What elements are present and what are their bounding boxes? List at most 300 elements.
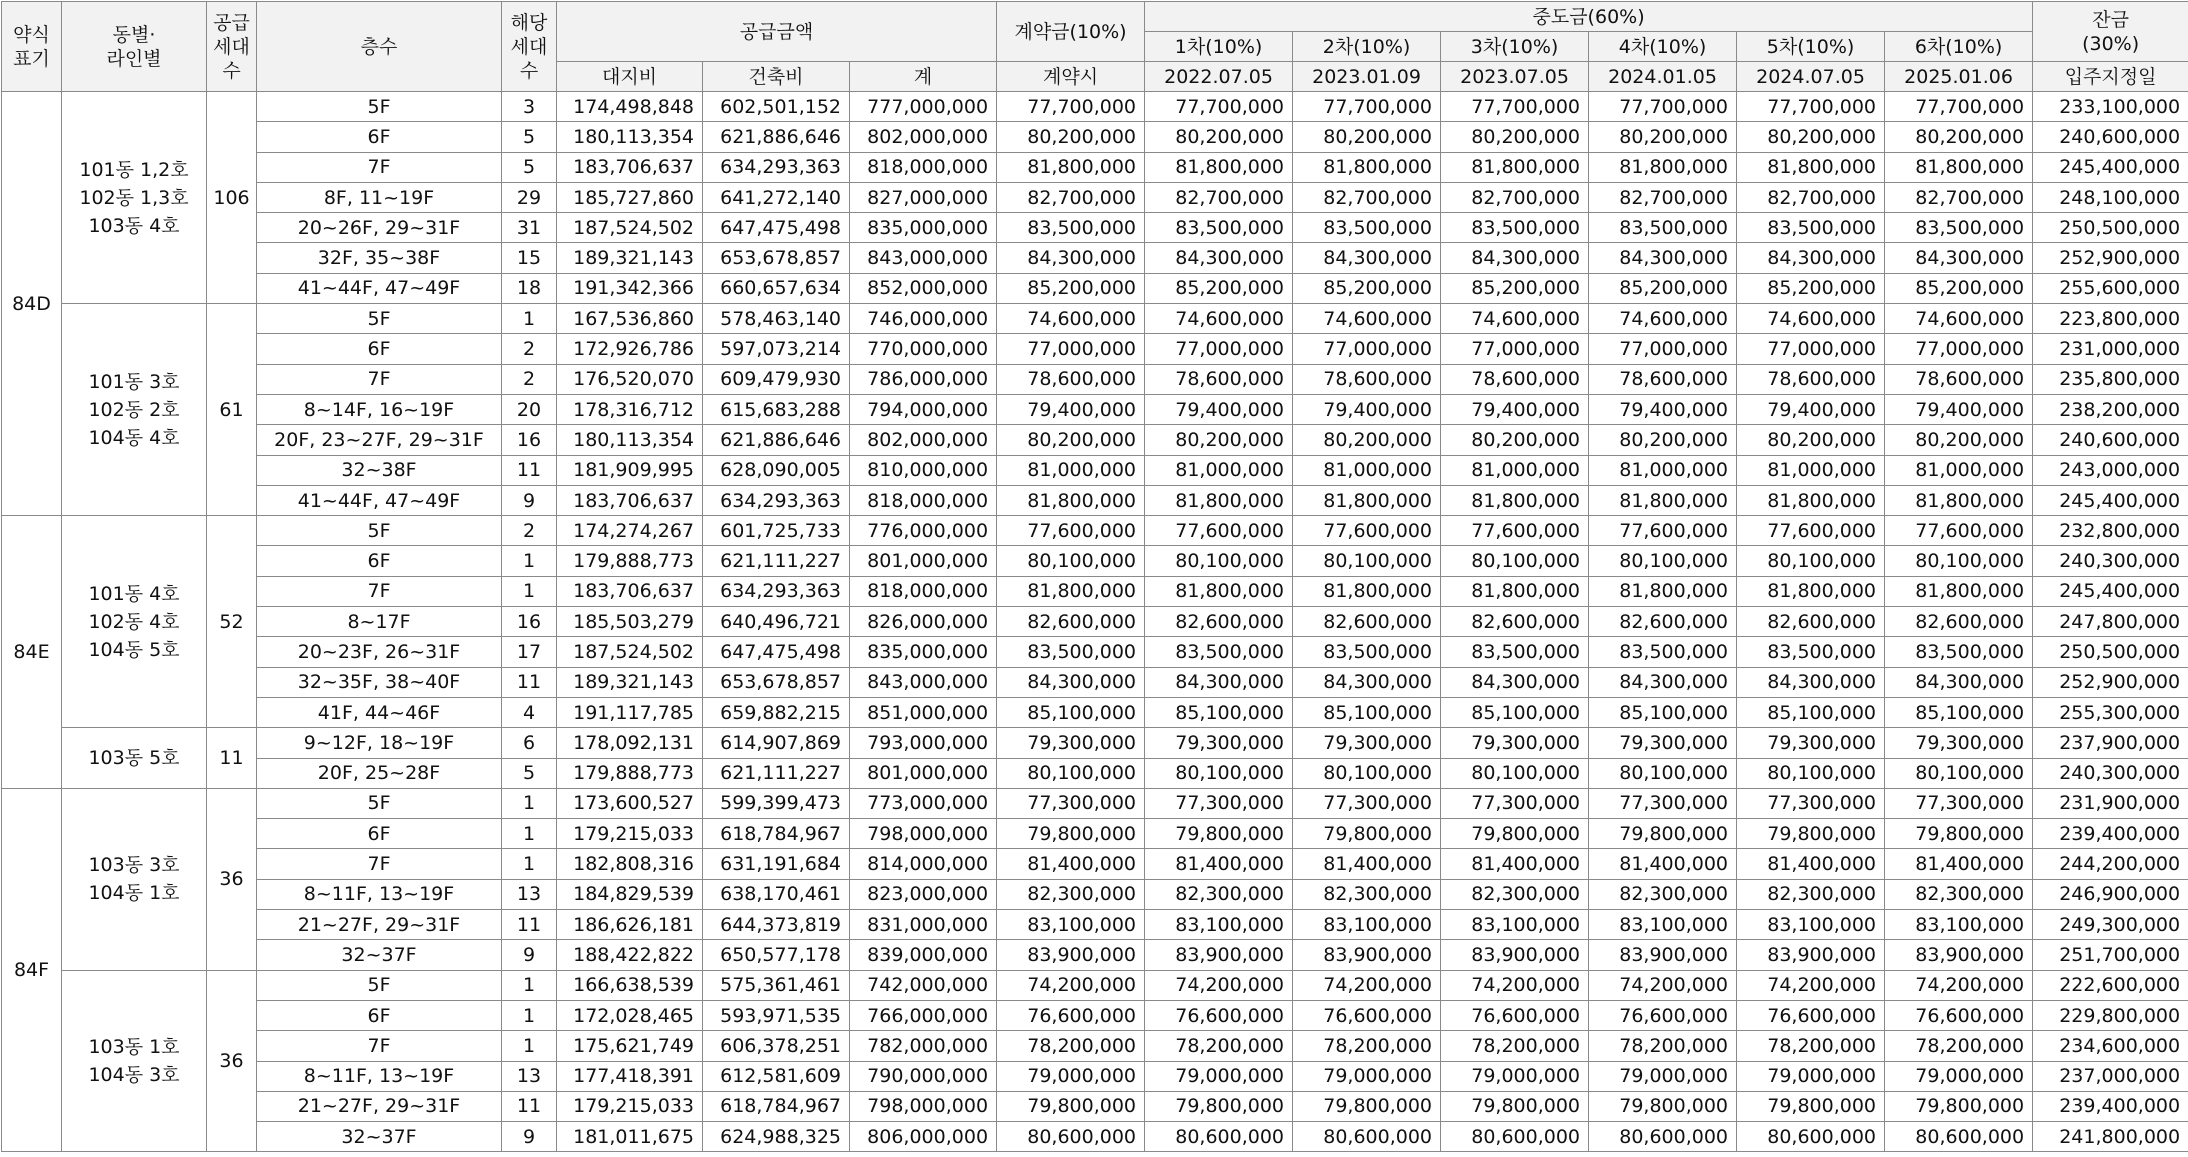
units-cell: 16 [502,425,557,455]
building-cell: 575,361,461 [703,970,850,1000]
interim-cell: 79,000,000 [1441,1061,1589,1091]
contract-cell: 83,900,000 [997,940,1145,970]
units-cell: 1 [502,546,557,576]
interim-cell: 82,600,000 [1737,607,1885,637]
contract-cell: 76,600,000 [997,1000,1145,1030]
contract-cell: 80,100,000 [997,546,1145,576]
floor-cell: 5F [257,516,502,546]
building-cell: 653,678,857 [703,667,850,697]
floor-cell: 7F [257,849,502,879]
floor-cell: 21~27F, 29~31F [257,1091,502,1121]
units-cell: 16 [502,607,557,637]
interim-cell: 85,200,000 [1885,273,2033,303]
land-cell: 177,418,391 [557,1061,703,1091]
building-cell: 621,111,227 [703,546,850,576]
balance-cell: 223,800,000 [2033,304,2188,334]
interim-cell: 82,300,000 [1589,879,1737,909]
total-cell: 835,000,000 [850,213,997,243]
total-cell: 839,000,000 [850,940,997,970]
interim-cell: 80,100,000 [1589,546,1737,576]
total-cell: 835,000,000 [850,637,997,667]
table-row [2,243,2188,273]
balance-cell: 247,800,000 [2033,607,2188,637]
building-cell: 606,378,251 [703,1031,850,1061]
building-cell: 631,191,684 [703,849,850,879]
interim-cell: 84,300,000 [1589,243,1737,273]
units-cell: 11 [502,910,557,940]
contract-cell: 74,600,000 [997,304,1145,334]
interim-cell: 79,300,000 [1293,728,1441,758]
land-cell: 167,536,860 [557,304,703,334]
dong-line-cell: 101동 1,2호 102동 1,3호 103동 4호 [62,92,207,304]
building-cell: 634,293,363 [703,576,850,606]
type-abbr-cell: 84D [2,92,62,516]
interim-cell: 79,000,000 [1145,1061,1293,1091]
land-cell: 180,113,354 [557,122,703,152]
interim-cell: 80,200,000 [1293,425,1441,455]
interim-cell: 84,300,000 [1737,667,1885,697]
type-abbr-cell: 84E [2,516,62,789]
interim-cell: 77,600,000 [1145,516,1293,546]
interim-cell: 82,600,000 [1293,607,1441,637]
floor-cell: 6F [257,819,502,849]
contract-cell: 78,600,000 [997,364,1145,394]
balance-cell: 255,600,000 [2033,273,2188,303]
balance-cell: 255,300,000 [2033,697,2188,727]
dong-line-cell: 103동 1호 104동 3호 [62,970,207,1152]
total-cell: 823,000,000 [850,879,997,909]
interim-cell: 77,600,000 [1589,516,1737,546]
interim-cell: 80,200,000 [1293,122,1441,152]
floor-cell: 41F, 44~46F [257,697,502,727]
interim-cell: 81,400,000 [1737,849,1885,879]
land-cell: 191,117,785 [557,697,703,727]
interim-cell: 79,800,000 [1885,819,2033,849]
balance-cell: 229,800,000 [2033,1000,2188,1030]
interim-cell: 80,100,000 [1885,546,2033,576]
floor-cell: 5F [257,788,502,818]
interim-cell: 82,700,000 [1293,182,1441,212]
interim-cell: 81,400,000 [1885,849,2033,879]
balance-cell: 251,700,000 [2033,940,2188,970]
interim-cell: 78,200,000 [1885,1031,2033,1061]
contract-cell: 81,000,000 [997,455,1145,485]
units-cell: 29 [502,182,557,212]
interim-cell: 83,500,000 [1145,213,1293,243]
interim-cell: 79,800,000 [1145,1091,1293,1121]
balance-cell: 233,100,000 [2033,92,2188,122]
supply-units-cell: 61 [207,304,257,516]
land-cell: 179,215,033 [557,819,703,849]
building-cell: 618,784,967 [703,819,850,849]
interim-cell: 82,300,000 [1885,879,2033,909]
interim-cell: 85,100,000 [1441,697,1589,727]
interim-cell: 81,400,000 [1589,849,1737,879]
interim-cell: 85,200,000 [1737,273,1885,303]
building-cell: 618,784,967 [703,1091,850,1121]
interim-cell: 83,100,000 [1441,910,1589,940]
interim-cell: 82,600,000 [1441,607,1589,637]
balance-cell: 250,500,000 [2033,213,2188,243]
total-cell: 831,000,000 [850,910,997,940]
units-cell: 5 [502,758,557,788]
interim-cell: 74,200,000 [1293,970,1441,1000]
header-installment-date: 2022.07.05 [1145,62,1293,92]
floor-cell: 21~27F, 29~31F [257,910,502,940]
interim-cell: 79,000,000 [1589,1061,1737,1091]
building-cell: 597,073,214 [703,334,850,364]
total-cell: 782,000,000 [850,1031,997,1061]
units-cell: 2 [502,364,557,394]
contract-cell: 80,600,000 [997,1122,1145,1152]
units-cell: 1 [502,576,557,606]
land-cell: 181,011,675 [557,1122,703,1152]
total-cell: 794,000,000 [850,394,997,424]
total-cell: 843,000,000 [850,667,997,697]
interim-cell: 84,300,000 [1885,243,2033,273]
interim-cell: 74,600,000 [1589,304,1737,334]
balance-cell: 243,000,000 [2033,455,2188,485]
header-building: 건축비 [703,62,850,92]
interim-cell: 81,000,000 [1145,455,1293,485]
interim-cell: 79,400,000 [1737,394,1885,424]
interim-cell: 81,000,000 [1441,455,1589,485]
interim-cell: 77,700,000 [1589,92,1737,122]
building-cell: 641,272,140 [703,182,850,212]
interim-cell: 81,800,000 [1145,485,1293,515]
interim-cell: 84,300,000 [1441,243,1589,273]
total-cell: 770,000,000 [850,334,997,364]
interim-cell: 76,600,000 [1737,1000,1885,1030]
header-installment-label: 4차(10%) [1589,32,1737,62]
floor-cell: 8~11F, 13~19F [257,1061,502,1091]
total-cell: 802,000,000 [850,425,997,455]
interim-cell: 81,800,000 [1293,576,1441,606]
table-row [2,213,2188,243]
balance-cell: 222,600,000 [2033,970,2188,1000]
interim-cell: 77,300,000 [1589,788,1737,818]
units-cell: 11 [502,1091,557,1121]
balance-cell: 231,000,000 [2033,334,2188,364]
land-cell: 174,498,848 [557,92,703,122]
building-cell: 660,657,634 [703,273,850,303]
interim-cell: 83,100,000 [1885,910,2033,940]
land-cell: 186,626,181 [557,910,703,940]
floor-cell: 6F [257,122,502,152]
interim-cell: 82,700,000 [1589,182,1737,212]
floor-cell: 5F [257,970,502,1000]
total-cell: 746,000,000 [850,304,997,334]
table-row [2,122,2188,152]
interim-cell: 83,500,000 [1737,213,1885,243]
header-contract-time: 계약시 [997,62,1145,92]
units-cell: 20 [502,394,557,424]
building-cell: 624,988,325 [703,1122,850,1152]
building-cell: 634,293,363 [703,485,850,515]
contract-cell: 84,300,000 [997,243,1145,273]
building-cell: 609,479,930 [703,364,850,394]
units-cell: 2 [502,516,557,546]
table-row [2,1000,2188,1030]
floor-cell: 7F [257,364,502,394]
header-installment-label: 6차(10%) [1885,32,2033,62]
interim-cell: 79,800,000 [1589,819,1737,849]
land-cell: 172,926,786 [557,334,703,364]
total-cell: 790,000,000 [850,1061,997,1091]
interim-cell: 83,100,000 [1293,910,1441,940]
interim-cell: 77,300,000 [1885,788,2033,818]
contract-cell: 81,400,000 [997,849,1145,879]
interim-cell: 85,100,000 [1885,697,2033,727]
interim-cell: 83,500,000 [1885,213,2033,243]
header-supply-units: 공급 세대 수 [207,2,257,92]
units-cell: 9 [502,1122,557,1152]
interim-cell: 78,200,000 [1737,1031,1885,1061]
floor-cell: 7F [257,1031,502,1061]
units-cell: 1 [502,819,557,849]
interim-cell: 77,600,000 [1441,516,1589,546]
contract-cell: 79,400,000 [997,394,1145,424]
floor-cell: 8~17F [257,607,502,637]
interim-cell: 78,600,000 [1293,364,1441,394]
contract-cell: 79,800,000 [997,1091,1145,1121]
balance-cell: 252,900,000 [2033,243,2188,273]
interim-cell: 79,300,000 [1145,728,1293,758]
contract-cell: 85,200,000 [997,273,1145,303]
land-cell: 179,888,773 [557,546,703,576]
interim-cell: 77,700,000 [1885,92,2033,122]
floor-cell: 20F, 25~28F [257,758,502,788]
units-cell: 2 [502,334,557,364]
interim-cell: 82,700,000 [1145,182,1293,212]
land-cell: 183,706,637 [557,485,703,515]
table-row [2,728,2188,758]
land-cell: 191,342,366 [557,273,703,303]
contract-cell: 77,300,000 [997,788,1145,818]
header-total: 계 [850,62,997,92]
interim-cell: 79,300,000 [1737,728,1885,758]
units-cell: 1 [502,304,557,334]
table-row [2,1091,2188,1121]
interim-cell: 80,600,000 [1885,1122,2033,1152]
interim-cell: 76,600,000 [1885,1000,2033,1030]
contract-cell: 79,000,000 [997,1061,1145,1091]
land-cell: 189,321,143 [557,243,703,273]
contract-cell: 80,100,000 [997,758,1145,788]
interim-cell: 82,600,000 [1145,607,1293,637]
floor-cell: 20~26F, 29~31F [257,213,502,243]
land-cell: 180,113,354 [557,425,703,455]
balance-cell: 231,900,000 [2033,788,2188,818]
total-cell: 843,000,000 [850,243,997,273]
building-cell: 593,971,535 [703,1000,850,1030]
contract-cell: 83,500,000 [997,213,1145,243]
balance-cell: 245,400,000 [2033,576,2188,606]
interim-cell: 78,200,000 [1145,1031,1293,1061]
interim-cell: 80,600,000 [1441,1122,1589,1152]
table-row [2,394,2188,424]
floor-cell: 32F, 35~38F [257,243,502,273]
interim-cell: 80,200,000 [1589,425,1737,455]
interim-cell: 79,300,000 [1589,728,1737,758]
total-cell: 793,000,000 [850,728,997,758]
units-cell: 1 [502,1031,557,1061]
land-cell: 179,888,773 [557,758,703,788]
total-cell: 826,000,000 [850,607,997,637]
table-row [2,970,2188,1000]
balance-cell: 252,900,000 [2033,667,2188,697]
floor-cell: 5F [257,304,502,334]
interim-cell: 77,600,000 [1737,516,1885,546]
header-floor: 층수 [257,2,502,92]
interim-cell: 81,800,000 [1737,576,1885,606]
total-cell: 806,000,000 [850,1122,997,1152]
interim-cell: 84,300,000 [1293,667,1441,697]
building-cell: 647,475,498 [703,637,850,667]
price-table [1,1,2188,1152]
table-body [2,92,2188,1152]
interim-cell: 80,600,000 [1145,1122,1293,1152]
units-cell: 11 [502,667,557,697]
interim-cell: 81,800,000 [1737,152,1885,182]
interim-cell: 77,000,000 [1293,334,1441,364]
balance-cell: 240,600,000 [2033,122,2188,152]
interim-cell: 77,700,000 [1441,92,1589,122]
units-cell: 13 [502,1061,557,1091]
interim-cell: 85,100,000 [1145,697,1293,727]
interim-cell: 83,900,000 [1145,940,1293,970]
table-row [2,1031,2188,1061]
floor-cell: 20F, 23~27F, 29~31F [257,425,502,455]
total-cell: 851,000,000 [850,697,997,727]
header-installment-label: 5차(10%) [1737,32,1885,62]
header-installment-label: 1차(10%) [1145,32,1293,62]
contract-cell: 83,500,000 [997,637,1145,667]
floor-cell: 32~37F [257,1122,502,1152]
floor-cell: 7F [257,576,502,606]
interim-cell: 83,900,000 [1293,940,1441,970]
units-cell: 3 [502,92,557,122]
header-interim: 중도금(60%) [1145,2,2033,32]
interim-cell: 79,800,000 [1737,1091,1885,1121]
floor-cell: 6F [257,546,502,576]
interim-cell: 80,100,000 [1737,546,1885,576]
interim-cell: 79,000,000 [1737,1061,1885,1091]
interim-cell: 77,000,000 [1885,334,2033,364]
interim-cell: 81,800,000 [1885,576,2033,606]
interim-cell: 79,800,000 [1885,1091,2033,1121]
floor-cell: 6F [257,334,502,364]
interim-cell: 80,200,000 [1441,122,1589,152]
interim-cell: 81,800,000 [1441,485,1589,515]
table-row [2,940,2188,970]
interim-cell: 80,600,000 [1293,1122,1441,1152]
interim-cell: 81,000,000 [1293,455,1441,485]
interim-cell: 80,100,000 [1145,758,1293,788]
floor-cell: 41~44F, 47~49F [257,273,502,303]
interim-cell: 84,300,000 [1589,667,1737,697]
interim-cell: 81,800,000 [1737,485,1885,515]
interim-cell: 77,700,000 [1737,92,1885,122]
interim-cell: 76,600,000 [1589,1000,1737,1030]
interim-cell: 82,300,000 [1737,879,1885,909]
interim-cell: 77,000,000 [1441,334,1589,364]
units-cell: 4 [502,697,557,727]
table-row [2,667,2188,697]
land-cell: 187,524,502 [557,213,703,243]
interim-cell: 83,500,000 [1737,637,1885,667]
interim-cell: 79,400,000 [1441,394,1589,424]
dong-line-cell: 103동 5호 [62,728,207,789]
table-row [2,879,2188,909]
interim-cell: 81,800,000 [1441,152,1589,182]
units-cell: 1 [502,1000,557,1030]
building-cell: 601,725,733 [703,516,850,546]
units-cell: 11 [502,455,557,485]
interim-cell: 74,200,000 [1737,970,1885,1000]
interim-cell: 76,600,000 [1293,1000,1441,1030]
interim-cell: 85,200,000 [1589,273,1737,303]
balance-cell: 239,400,000 [2033,1091,2188,1121]
header-installment-date: 2023.07.05 [1441,62,1589,92]
interim-cell: 77,300,000 [1293,788,1441,818]
interim-cell: 78,200,000 [1293,1031,1441,1061]
units-cell: 1 [502,849,557,879]
contract-cell: 81,800,000 [997,576,1145,606]
total-cell: 773,000,000 [850,788,997,818]
land-cell: 175,621,749 [557,1031,703,1061]
interim-cell: 80,100,000 [1441,758,1589,788]
contract-cell: 74,200,000 [997,970,1145,1000]
contract-cell: 78,200,000 [997,1031,1145,1061]
interim-cell: 77,600,000 [1885,516,2033,546]
interim-cell: 82,300,000 [1293,879,1441,909]
interim-cell: 74,200,000 [1145,970,1293,1000]
total-cell: 827,000,000 [850,182,997,212]
balance-cell: 240,300,000 [2033,546,2188,576]
building-cell: 602,501,152 [703,92,850,122]
total-cell: 810,000,000 [850,455,997,485]
interim-cell: 77,300,000 [1145,788,1293,818]
contract-cell: 77,000,000 [997,334,1145,364]
table-header [2,2,2188,92]
building-cell: 640,496,721 [703,607,850,637]
land-cell: 179,215,033 [557,1091,703,1121]
header-supply-price: 공급금액 [557,2,997,62]
contract-cell: 81,800,000 [997,485,1145,515]
interim-cell: 74,200,000 [1885,970,2033,1000]
floor-cell: 20~23F, 26~31F [257,637,502,667]
interim-cell: 81,800,000 [1589,485,1737,515]
building-cell: 578,463,140 [703,304,850,334]
building-cell: 612,581,609 [703,1061,850,1091]
table-row [2,182,2188,212]
interim-cell: 81,400,000 [1145,849,1293,879]
units-cell: 17 [502,637,557,667]
table-row [2,485,2188,515]
interim-cell: 82,600,000 [1885,607,2033,637]
header-dong-line: 동별· 라인별 [62,2,207,92]
interim-cell: 78,600,000 [1885,364,2033,394]
floor-cell: 32~35F, 38~40F [257,667,502,697]
interim-cell: 80,100,000 [1293,758,1441,788]
balance-cell: 237,900,000 [2033,728,2188,758]
interim-cell: 79,800,000 [1737,819,1885,849]
floor-cell: 32~38F [257,455,502,485]
land-cell: 178,092,131 [557,728,703,758]
floor-cell: 5F [257,92,502,122]
table-row [2,516,2188,546]
